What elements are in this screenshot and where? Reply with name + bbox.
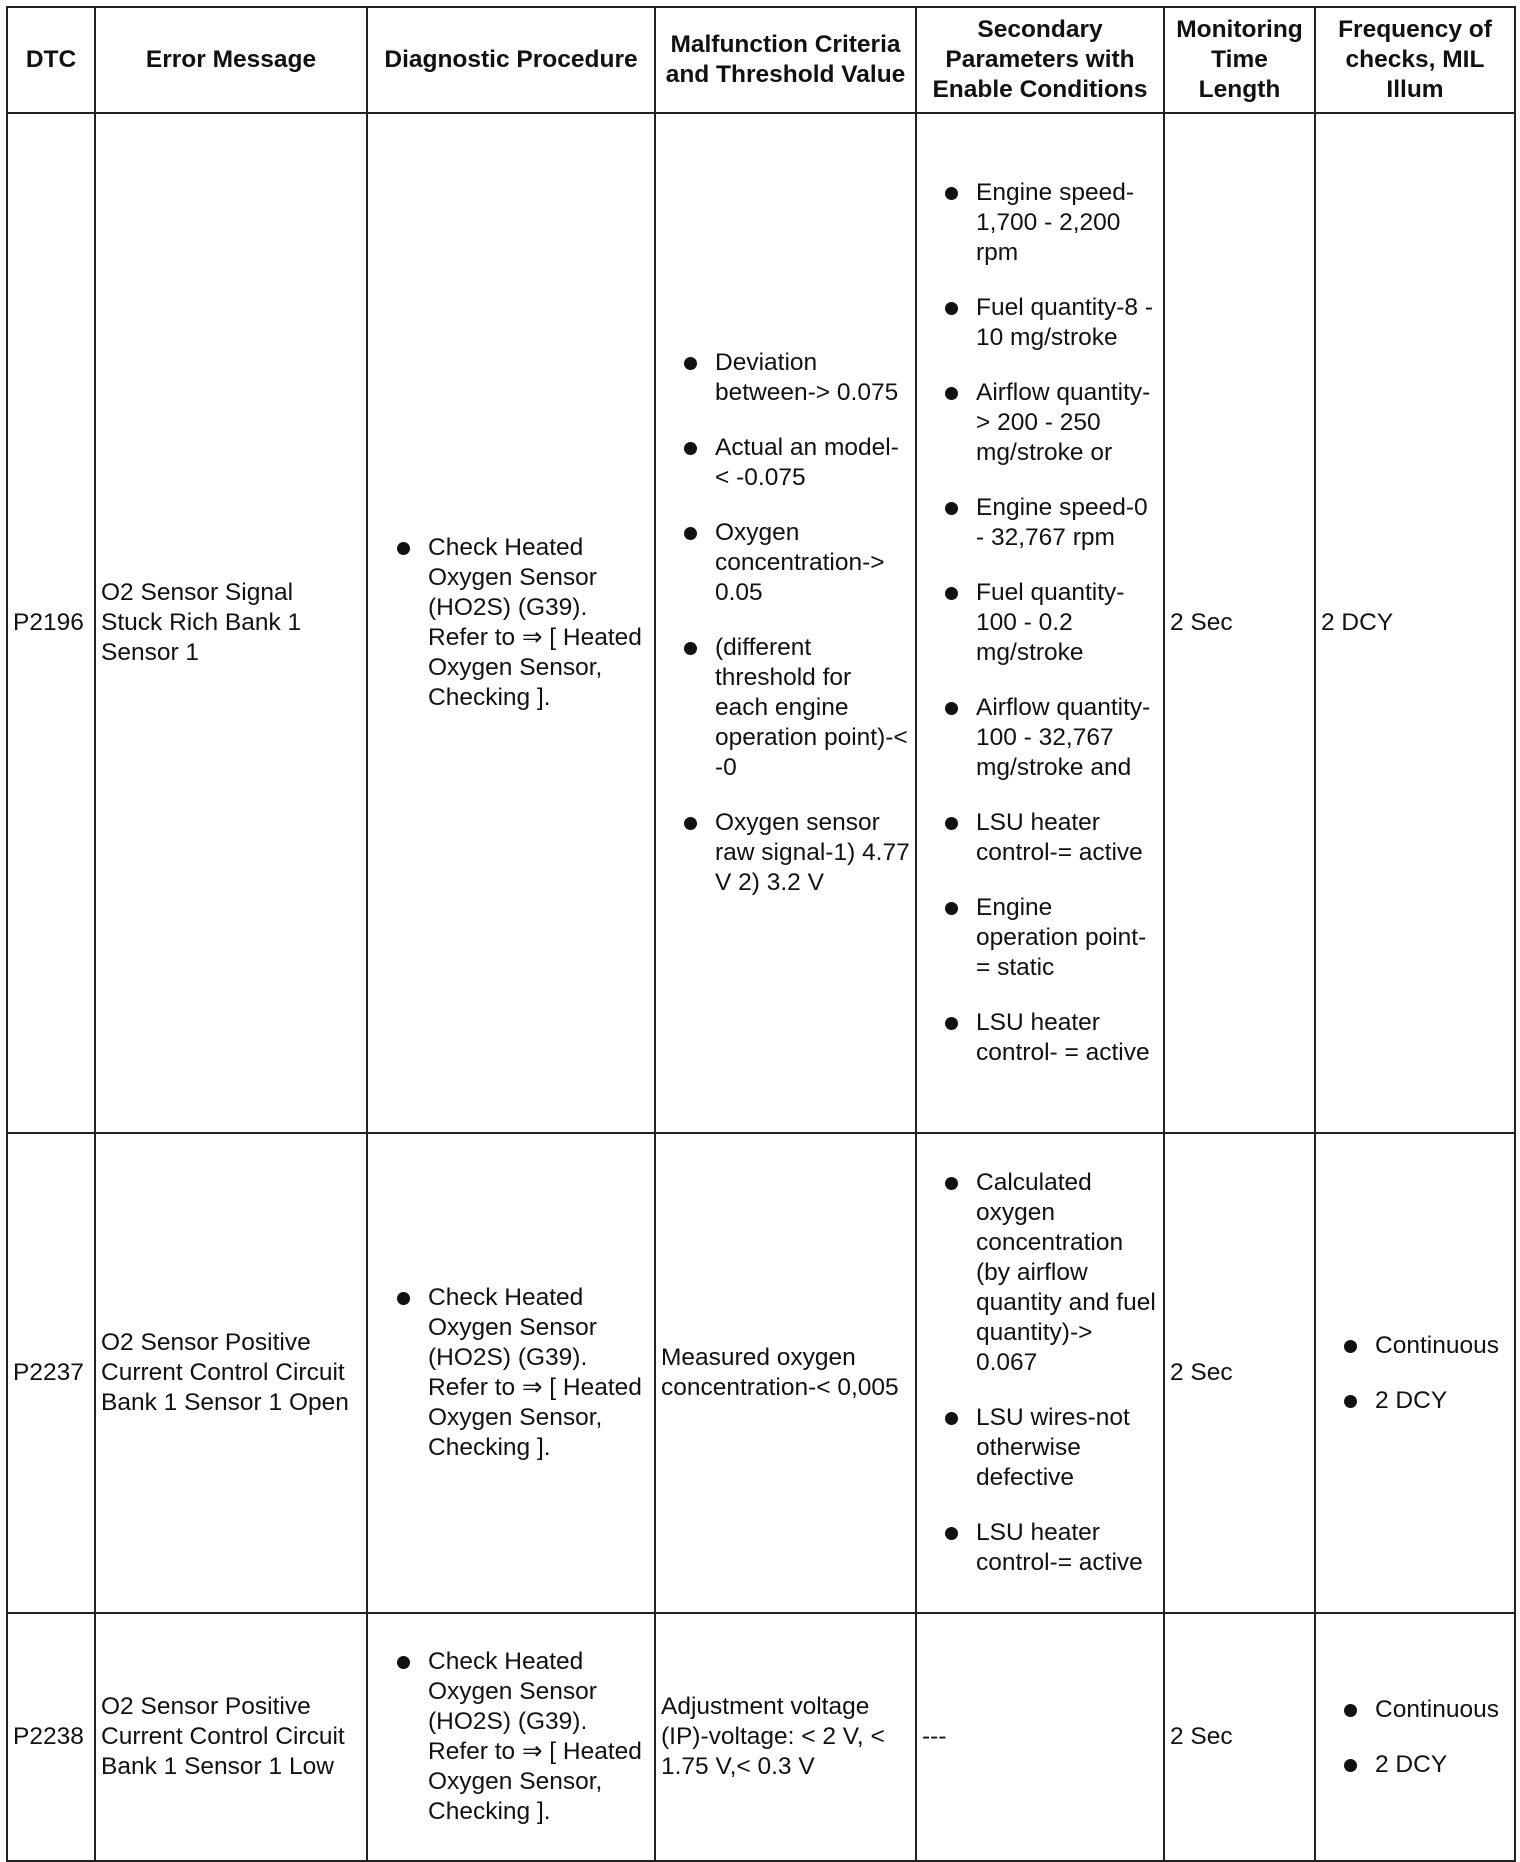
header-row bbox=[7, 7, 1515, 113]
frequency-text: Continuous bbox=[1375, 1695, 1499, 1723]
table-row bbox=[7, 1133, 1515, 1613]
secondary-text: Airflow quantity-> 200 - 250 mg/stroke or bbox=[976, 379, 1151, 466]
list-item bbox=[922, 178, 1158, 268]
criteria-text: Actual an model-< -0.075 bbox=[715, 434, 899, 491]
secondary-text: LSU heater control- = active bbox=[976, 1009, 1150, 1066]
table-row bbox=[7, 113, 1515, 1133]
monitoring-time: 2 Sec bbox=[1164, 1613, 1315, 1861]
header-malfunction-criteria: Malfunction Criteria and Threshold Value bbox=[655, 7, 916, 113]
bullet-icon bbox=[945, 1017, 958, 1030]
bullet-icon bbox=[397, 542, 410, 555]
secondary-text: LSU heater control-= active bbox=[976, 809, 1143, 866]
list-item bbox=[922, 1168, 1158, 1378]
header-secondary-parameters: Secondary Parameters with Enable Conditions bbox=[916, 7, 1164, 113]
header-error-message: Error Message bbox=[95, 7, 367, 113]
list-item bbox=[922, 693, 1158, 783]
list-item bbox=[661, 433, 910, 493]
bullet-icon bbox=[945, 1412, 958, 1425]
diagnostic-procedure bbox=[367, 1133, 655, 1613]
bullet-icon bbox=[397, 1292, 410, 1305]
list-item bbox=[1321, 1331, 1509, 1361]
bullet-icon bbox=[945, 587, 958, 600]
list-item bbox=[661, 518, 910, 608]
frequency-list bbox=[1321, 1331, 1509, 1416]
bullet-icon bbox=[1344, 1395, 1357, 1408]
header-frequency: Frequency of checks, MIL Illum bbox=[1315, 7, 1515, 113]
criteria-text: Oxygen concentration-> 0.05 bbox=[715, 519, 885, 606]
secondary-text: Calculated oxygen concentration (by airflow quantity and fuel quantity)-> 0.067 bbox=[976, 1169, 1156, 1376]
procedure-list bbox=[373, 533, 649, 713]
bullet-icon bbox=[945, 1527, 958, 1540]
frequency-list bbox=[1321, 1695, 1509, 1780]
error-message: O2 Sensor Positive Current Control Circuit Bank 1 Sensor 1 Low bbox=[95, 1613, 367, 1861]
bullet-icon bbox=[945, 1177, 958, 1190]
list-item bbox=[661, 808, 910, 898]
criteria-text: Deviation between-> 0.075 bbox=[715, 349, 899, 406]
secondary-text: LSU heater control-= active bbox=[976, 1519, 1143, 1576]
malfunction-criteria: Measured oxygen concentration-< 0,005 bbox=[655, 1133, 916, 1613]
dtc-table bbox=[6, 6, 1516, 1862]
bullet-icon bbox=[945, 902, 958, 915]
list-item bbox=[373, 1283, 649, 1463]
list-item bbox=[1321, 1695, 1509, 1725]
diagnostic-procedure bbox=[367, 1613, 655, 1861]
bullet-icon bbox=[397, 1656, 410, 1669]
table-row bbox=[7, 1613, 1515, 1861]
criteria-list bbox=[661, 348, 910, 898]
list-item bbox=[373, 1647, 649, 1827]
bullet-icon bbox=[945, 702, 958, 715]
criteria-text: Oxygen sensor raw signal-1) 4.77 V 2) 3.2 V bbox=[715, 809, 910, 896]
procedure-list bbox=[373, 1283, 649, 1463]
bullet-icon bbox=[684, 527, 697, 540]
bullet-icon bbox=[1344, 1340, 1357, 1353]
secondary-text: Engine speed-0 - 32,767 rpm bbox=[976, 494, 1148, 551]
list-item bbox=[922, 1008, 1158, 1068]
frequency-text: Continuous bbox=[1375, 1331, 1499, 1359]
header-diagnostic-procedure: Diagnostic Procedure bbox=[367, 7, 655, 113]
list-item bbox=[661, 633, 910, 783]
list-item bbox=[1321, 1750, 1509, 1780]
list-item bbox=[922, 893, 1158, 983]
header-monitoring-time: Monitoring Time Length bbox=[1164, 7, 1315, 113]
procedure-text: Check Heated Oxygen Sensor (HO2S) (G39). Refer to ⇒ [ Heated Oxygen Sensor, Checking ]. bbox=[428, 1648, 642, 1825]
list-item bbox=[373, 533, 649, 713]
secondary-text: Fuel quantity-8 - 10 mg/stroke bbox=[976, 294, 1154, 351]
frequency-text: 2 DCY bbox=[1375, 1386, 1448, 1414]
diagnostic-procedure bbox=[367, 113, 655, 1133]
secondary-text: Airflow quantity-100 - 32,767 mg/stroke and bbox=[976, 694, 1151, 781]
secondary-parameters bbox=[916, 113, 1164, 1133]
bullet-icon bbox=[684, 817, 697, 830]
dtc-code: P2196 bbox=[7, 113, 95, 1133]
secondary-text: Engine operation point-= static bbox=[976, 894, 1147, 981]
secondary-parameters: --- bbox=[916, 1613, 1164, 1861]
monitoring-time: 2 Sec bbox=[1164, 1133, 1315, 1613]
bullet-icon bbox=[1344, 1759, 1357, 1772]
dtc-code: P2238 bbox=[7, 1613, 95, 1861]
bullet-icon bbox=[945, 187, 958, 200]
bullet-icon bbox=[945, 302, 958, 315]
procedure-text: Check Heated Oxygen Sensor (HO2S) (G39). Refer to ⇒ [ Heated Oxygen Sensor, Checking ]. bbox=[428, 534, 642, 711]
frequency: 2 DCY bbox=[1315, 113, 1515, 1133]
list-item bbox=[922, 808, 1158, 868]
list-item bbox=[922, 1403, 1158, 1493]
list-item bbox=[922, 378, 1158, 468]
list-item bbox=[661, 348, 910, 408]
secondary-text: Fuel quantity-100 - 0.2 mg/stroke bbox=[976, 579, 1125, 666]
frequency bbox=[1315, 1133, 1515, 1613]
secondary-text: Engine speed-1,700 - 2,200 rpm bbox=[976, 179, 1135, 266]
list-item bbox=[1321, 1386, 1509, 1416]
secondary-parameters bbox=[916, 1133, 1164, 1613]
error-message: O2 Sensor Signal Stuck Rich Bank 1 Sensor 1 bbox=[95, 113, 367, 1133]
list-item bbox=[922, 293, 1158, 353]
list-item bbox=[922, 493, 1158, 553]
procedure-list bbox=[373, 1647, 649, 1827]
bullet-icon bbox=[1344, 1704, 1357, 1717]
dtc-code: P2237 bbox=[7, 1133, 95, 1613]
header-dtc: DTC bbox=[7, 7, 95, 113]
bullet-icon bbox=[684, 442, 697, 455]
bullet-icon bbox=[945, 387, 958, 400]
malfunction-criteria bbox=[655, 113, 916, 1133]
malfunction-criteria: Adjustment voltage (IP)-voltage: < 2 V, < 1.75 V,< 0.3 V bbox=[655, 1613, 916, 1861]
bullet-icon bbox=[945, 817, 958, 830]
monitoring-time: 2 Sec bbox=[1164, 113, 1315, 1133]
error-message: O2 Sensor Positive Current Control Circuit Bank 1 Sensor 1 Open bbox=[95, 1133, 367, 1613]
procedure-text: Check Heated Oxygen Sensor (HO2S) (G39). Refer to ⇒ [ Heated Oxygen Sensor, Checking ]. bbox=[428, 1284, 642, 1461]
bullet-icon bbox=[945, 502, 958, 515]
secondary-text: LSU wires-not otherwise defective bbox=[976, 1404, 1130, 1491]
bullet-icon bbox=[684, 357, 697, 370]
secondary-list bbox=[922, 1168, 1158, 1578]
list-item bbox=[922, 578, 1158, 668]
list-item bbox=[922, 1518, 1158, 1578]
frequency-text: 2 DCY bbox=[1375, 1750, 1448, 1778]
frequency bbox=[1315, 1613, 1515, 1861]
secondary-list bbox=[922, 178, 1158, 1068]
criteria-text: (different threshold for each engine operation point)-< -0 bbox=[715, 634, 908, 781]
bullet-icon bbox=[684, 642, 697, 655]
